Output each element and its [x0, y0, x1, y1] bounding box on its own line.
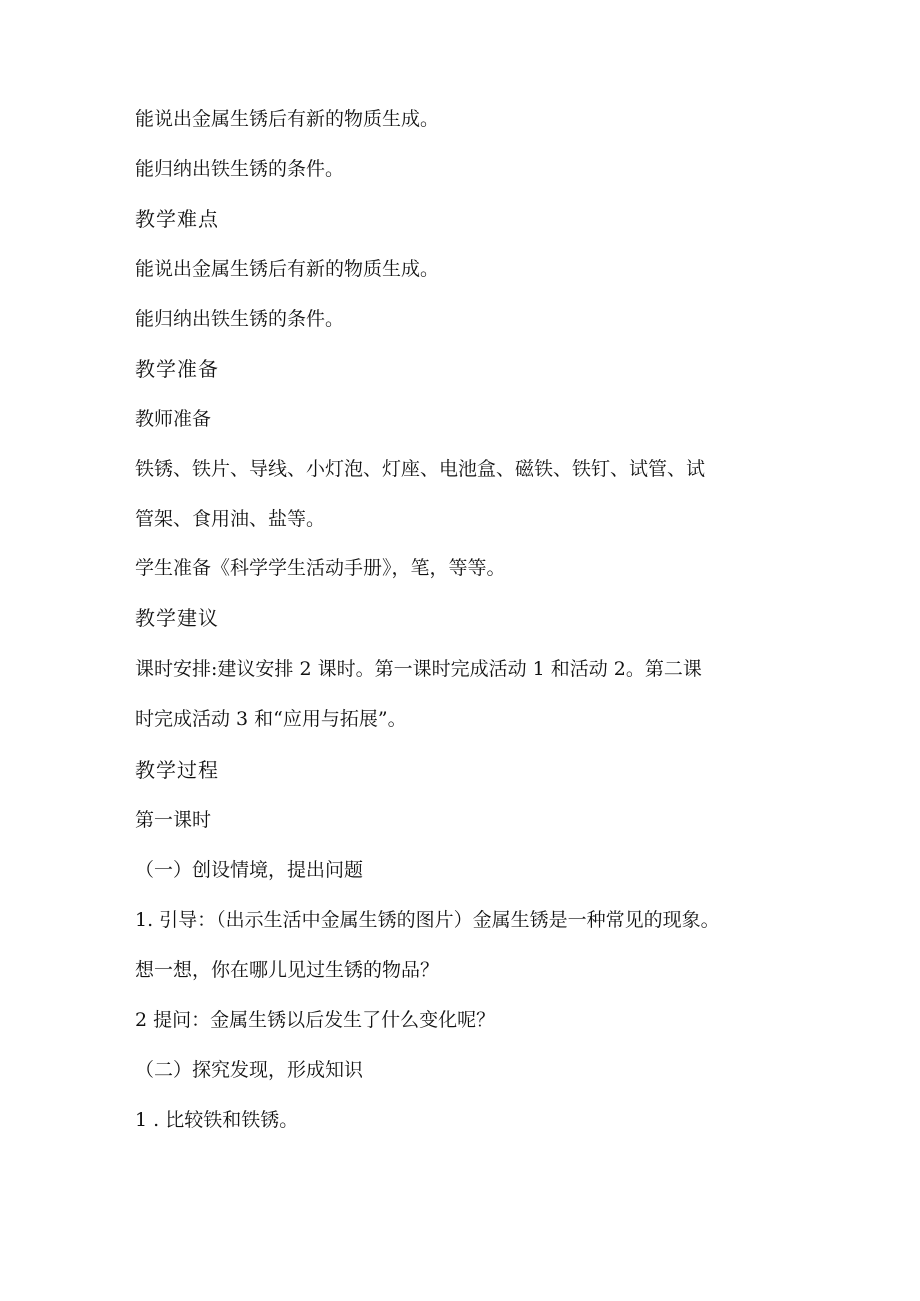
difficulty-rust-conditions: 能归纳出铁生锈的条件。 — [135, 308, 345, 330]
step-one-heading: （一）创设情境，提出问题 — [135, 859, 364, 881]
subheading-teacher-preparation: 教师准备 — [135, 408, 212, 430]
student-preparation: 学生准备《科学学生活动手册》，笔，等等。 — [135, 557, 506, 579]
difficulty-new-substance: 能说出金属生锈后有新的物质生成。 — [135, 258, 440, 280]
section-heading-suggestions: 教学建议 — [135, 606, 219, 630]
schedule-line-1: 课时安排:建议安排 2 课时。第一课时完成活动 1 和活动 2。第二课 — [135, 658, 702, 680]
materials-list-line-2: 管架、食用油、盐等。 — [135, 508, 326, 530]
section-heading-preparation: 教学准备 — [135, 357, 219, 381]
objective-rust-conditions: 能归纳出铁生锈的条件。 — [135, 158, 345, 180]
compare-item: 1 . 比较铁和铁锈。 — [135, 1109, 299, 1131]
step-two-heading: （二）探究发现，形成知识 — [135, 1059, 364, 1081]
objective-new-substance: 能说出金属生锈后有新的物质生成。 — [135, 108, 440, 130]
section-heading-process: 教学过程 — [135, 758, 219, 782]
question-item: 2 提问：金属生锈以后发生了什么变化呢？ — [135, 1009, 496, 1031]
guide-item-line-2: 想一想，你在哪儿见过生锈的物品？ — [135, 959, 440, 981]
lesson-one-label: 第一课时 — [135, 809, 212, 831]
materials-list-line-1: 铁锈、铁片、导线、小灯泡、灯座、电池盒、磁铁、铁钉、试管、试 — [135, 458, 706, 480]
schedule-line-2: 时完成活动 3 和“应用与拓展”。 — [135, 708, 407, 730]
guide-item-line-1: 1. 引导：（出示生活中金属生锈的图片）金属生锈是一种常见的现象。 — [135, 909, 720, 931]
section-heading-difficulties: 教学难点 — [135, 207, 219, 231]
